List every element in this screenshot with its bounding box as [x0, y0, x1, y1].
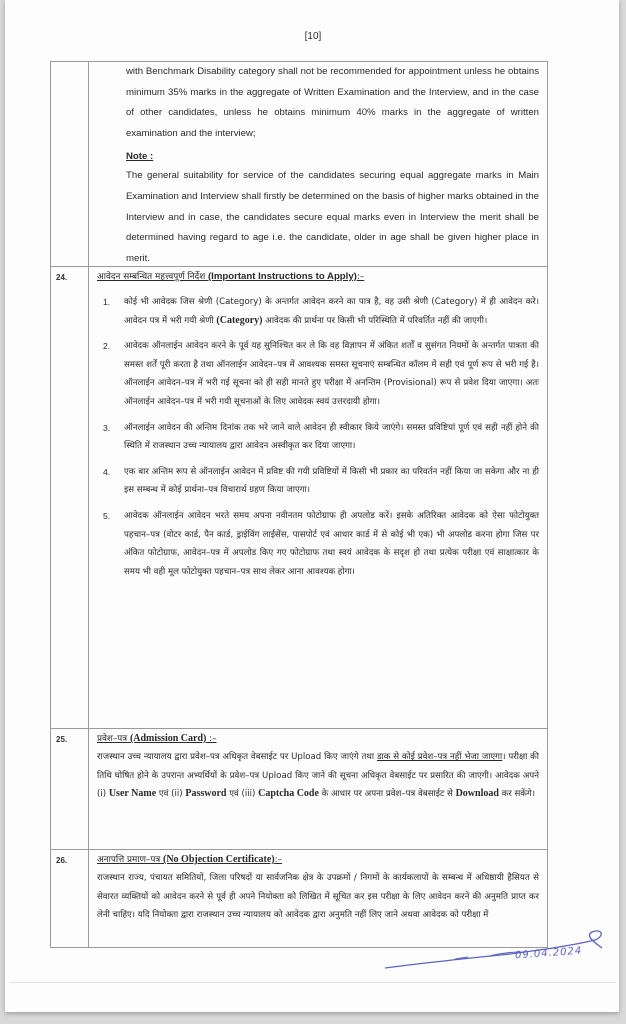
- bold-captcha: Captcha Code: [258, 788, 319, 800]
- text-part: के आधार पर अपना प्रवेश–पत्र वेबसाईट से: [321, 789, 453, 800]
- section-25-heading-en: (Admission Card): [129, 733, 207, 744]
- section-number-25: 25.: [56, 735, 68, 744]
- section-25-heading-hi: प्रवेश–पत्र: [97, 734, 128, 744]
- text-part: एवं (ii): [158, 789, 183, 800]
- heading-suffix: :–: [274, 855, 282, 865]
- item-text: एक बार अन्तिम रूप से ऑनलाईन आवेदन में प्रविष्ट की गयी प्रविष्टियों में किसी भी प्रकार का परिवर्तन नहीं किया जा सकेगा और ना ही इस सम्बन्ध में कोई प्रार्थना–पत्र विचारार्थ ग्रहण किया जाएगा।: [124, 466, 539, 496]
- section-25-heading: [97, 730, 539, 748]
- section-26-text: राजस्थान राज्य, पंचायत समितियों, जिला परिषदों या सार्वजनिक क्षेत्र के उपक्रमों / निगमों के कार्यकलापों के सम्बन्ध में अधिष्ठायी हैसियत से सेवारत व्यक्तियों को आवेदन करने से पूर्व ही अपने नियोक्ता को लिखित में सूचित कर इस परीक्षा के लिए आवेदन करने की अनुमति प्राप्त कर लेनी चाहिए। यदि नियोक्ता द्वारा राजस्थान उच्च न्यायालय को आवेदक द्वारा अनुमति नहीं लिए जाने अथवा आवेदक को परीक्षा में: [97, 873, 539, 921]
- list-item: [97, 507, 539, 581]
- section-26-heading-hi: अनापत्ति प्रमाण–पत्र: [97, 855, 161, 865]
- row-divider: [51, 849, 547, 850]
- disability-paragraph: with Benchmark Disability category shall not be recommended for appointment unless he obtains minimum 35% marks in the aggregate of Written Examination and the Interview, and in the case of other candidates, unless he obtains minimum 40% marks in the aggregate of written examination and the interview;: [126, 66, 539, 139]
- section-26-heading: [97, 851, 539, 869]
- underlined-text: डाक से कोई प्रवेश–पत्र नहीं भेजा जाएगा: [376, 752, 503, 762]
- list-item: [97, 419, 539, 456]
- text-part: एवं (iii): [229, 789, 256, 800]
- note-title: Note :: [126, 151, 154, 163]
- item-index: 5.: [103, 510, 111, 521]
- instructions-table: [50, 61, 548, 948]
- section-26-heading-en: (No Objection Certificate): [162, 854, 275, 865]
- column-divider: [88, 62, 89, 947]
- text-part: राजस्थान उच्च न्यायालय द्वारा प्रवेश–पत्र अधिकृत वेबसाईट पर Upload किए जाएंगे तथा: [97, 752, 375, 762]
- item-text: ऑनलाईन आवेदन की अन्तिम दिनांक तक भरे जाने वाले आवेदन ही स्वीकार किये जाएंगे। समस्त प्रविष्टियां पूर्ण एवं सही नहीं होने की स्थिति में राजस्थान उच्च न्यायालय द्वारा आवेदन अस्वीकृत कर दिया जाएगा।: [124, 422, 539, 452]
- text-part: । परीक्षा की तिथि घोषित होने के उपरान्त अभ्यर्थियों के प्रवेश–पत्र Upload किए जाने की सूचना अधिकृत वेबसाईट पर प्रसारित की जाएगी। आवेदक अपने (i): [97, 752, 539, 800]
- section-24-heading: [97, 268, 539, 286]
- bold-user-name: User Name: [108, 788, 157, 800]
- list-item: [97, 463, 539, 500]
- continued-row-content: [126, 62, 539, 269]
- list-item: [97, 337, 539, 411]
- page-number: [10]: [304, 31, 322, 42]
- item-bold: (Category): [216, 314, 263, 326]
- bold-password: Password: [185, 788, 227, 800]
- section-24-heading-en: (Important Instructions to Apply): [207, 271, 357, 282]
- item-index: 2.: [103, 341, 111, 352]
- section-24-content: [97, 268, 539, 581]
- item-index: 3.: [103, 422, 111, 433]
- instruction-list: [97, 293, 539, 581]
- section-number-26: 26.: [56, 856, 68, 865]
- note-text: The general suitability for service of the candidates securing equal aggregate marks in Main Examination and Interview shall firstly be determined on the basis of higher marks obtained in the Interview and in case, the candidates secure equal marks even in Interview the merit shall be determined having regard to age i.e. the candidate, older in age shall be given higher place in merit.: [126, 170, 539, 264]
- item-index: 4.: [103, 466, 111, 477]
- item-text: आवेदक ऑनलाईन आवेदन करने के पूर्व यह सुनिश्चित कर ले कि वह विज्ञापन में अंकित शर्तों व सुसंगत नियमों के अन्तर्गत पात्रता की समस्त शर्तें पूरी करता है तथा ऑनलाईन आवेदन–पत्र में आवश्यक समस्त सूचनाएं सम्बन्धित कॉलम में सही एवं पूर्ण रूप से भरी गई है। ऑनलाईन आवेदन–पत्र में भरी गई सूचना को ही सही मानते हुए परीक्षा में अनन्तिम (Provisional) रूप से प्रवेश दिया जाएगा। अतः ऑनलाईन आवेदन–पत्र में भरी गयी सूचनाओं के लिए आवेदक स्वयं उत्तरदायी होगा।: [124, 341, 539, 407]
- row-divider: [51, 728, 547, 729]
- heading-suffix: :–: [356, 272, 365, 282]
- bold-download: Download: [455, 788, 499, 800]
- section-26-content: [97, 851, 539, 925]
- heading-suffix: :–: [206, 734, 217, 744]
- page-bottom-line: [10, 982, 616, 983]
- signature-date: 09.04.2024: [514, 945, 583, 962]
- text-part: कर सकेंगे।: [501, 789, 536, 800]
- list-item: [97, 293, 539, 330]
- item-text-after: आवेदक की प्रार्थना पर किसी भी परिस्थिति में परिवर्तित नहीं की जाएगी।: [265, 315, 488, 326]
- section-number-24: 24.: [56, 273, 68, 282]
- section-24-heading-hi: आवेदन सम्बन्धित महत्त्वपूर्ण निर्देश: [97, 272, 206, 282]
- item-index: 1.: [103, 297, 111, 307]
- item-text: आवेदक ऑनलाईन आवेदन भरते समय अपना नवीनतम फोटोग्राफ ही अपलोड करें। इसके अतिरिक्त आवेदक को ऐसा फोटोयुक्त पहचान–पत्र (वोटर कार्ड, पैन कार्ड, ड्राईविंग लाईसेंस, पासपोर्ट एवं आधार कार्ड में से कोई भी एक) भी अपलोड करना होगा जिस पर अंकित फोटोग्राफ, आवेदन–पत्र में अपलोड किए गए फोटोग्राफ तथा स्वयं आवेदक के सदृश हो तथा प्रत्येक परीक्षा एवं साक्षात्कार के समय भी वही मूल फोटोयुक्त पहचान–पत्र साथ लेकर आना आवश्यक होगा।: [124, 510, 539, 577]
- section-25-text: [97, 748, 539, 804]
- item-text: कोई भी आवेदक जिस श्रेणी (Category) के अन्तर्गत आवेदन करने का पात्र है, वह उसी श्रेणी (Category) में ही आवेदन करे। आवेदन पत्र में भरी गयी श्रेणी: [124, 297, 539, 326]
- section-25-content: [97, 730, 539, 804]
